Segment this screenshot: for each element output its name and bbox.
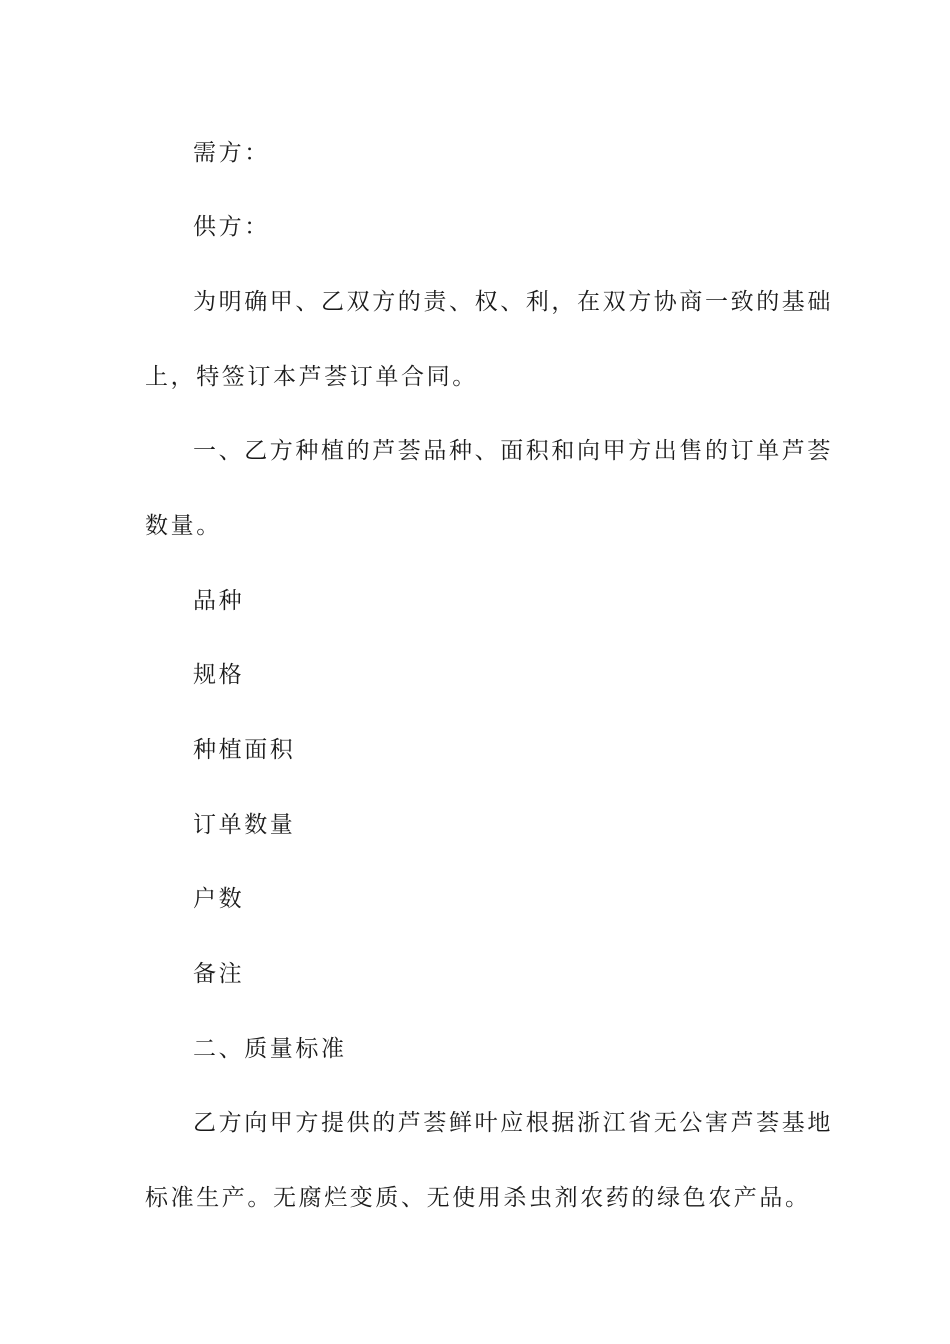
buyer-label: 需方： xyxy=(193,140,270,166)
quality-paragraph-line-1: 乙方向甲方提供的芦荟鲜叶应根据浙江省无公害芦荟基地 xyxy=(193,1110,833,1136)
section-1-heading-line-2: 数量。 xyxy=(145,513,222,539)
field-planting-area: 种植面积 xyxy=(193,737,296,763)
section-1-heading-line-1: 一、乙方种植的芦荟品种、面积和向甲方出售的订单芦荟 xyxy=(193,438,833,464)
supplier-label: 供方： xyxy=(193,214,270,240)
field-order-quantity: 订单数量 xyxy=(193,812,296,838)
section-2-heading: 二、质量标准 xyxy=(193,1036,347,1062)
field-specification: 规格 xyxy=(193,662,245,688)
intro-paragraph-line-2: 上，特签订本芦荟订单合同。 xyxy=(145,364,478,390)
quality-paragraph-line-2: 标准生产。无腐烂变质、无使用杀虫剂农药的绿色农产品。 xyxy=(145,1185,811,1211)
intro-paragraph-line-1: 为明确甲、乙双方的责、权、利，在双方协商一致的基础 xyxy=(193,289,833,315)
field-remarks: 备注 xyxy=(193,961,245,987)
field-variety: 品种 xyxy=(193,588,245,614)
field-household-count: 户数 xyxy=(193,886,245,912)
